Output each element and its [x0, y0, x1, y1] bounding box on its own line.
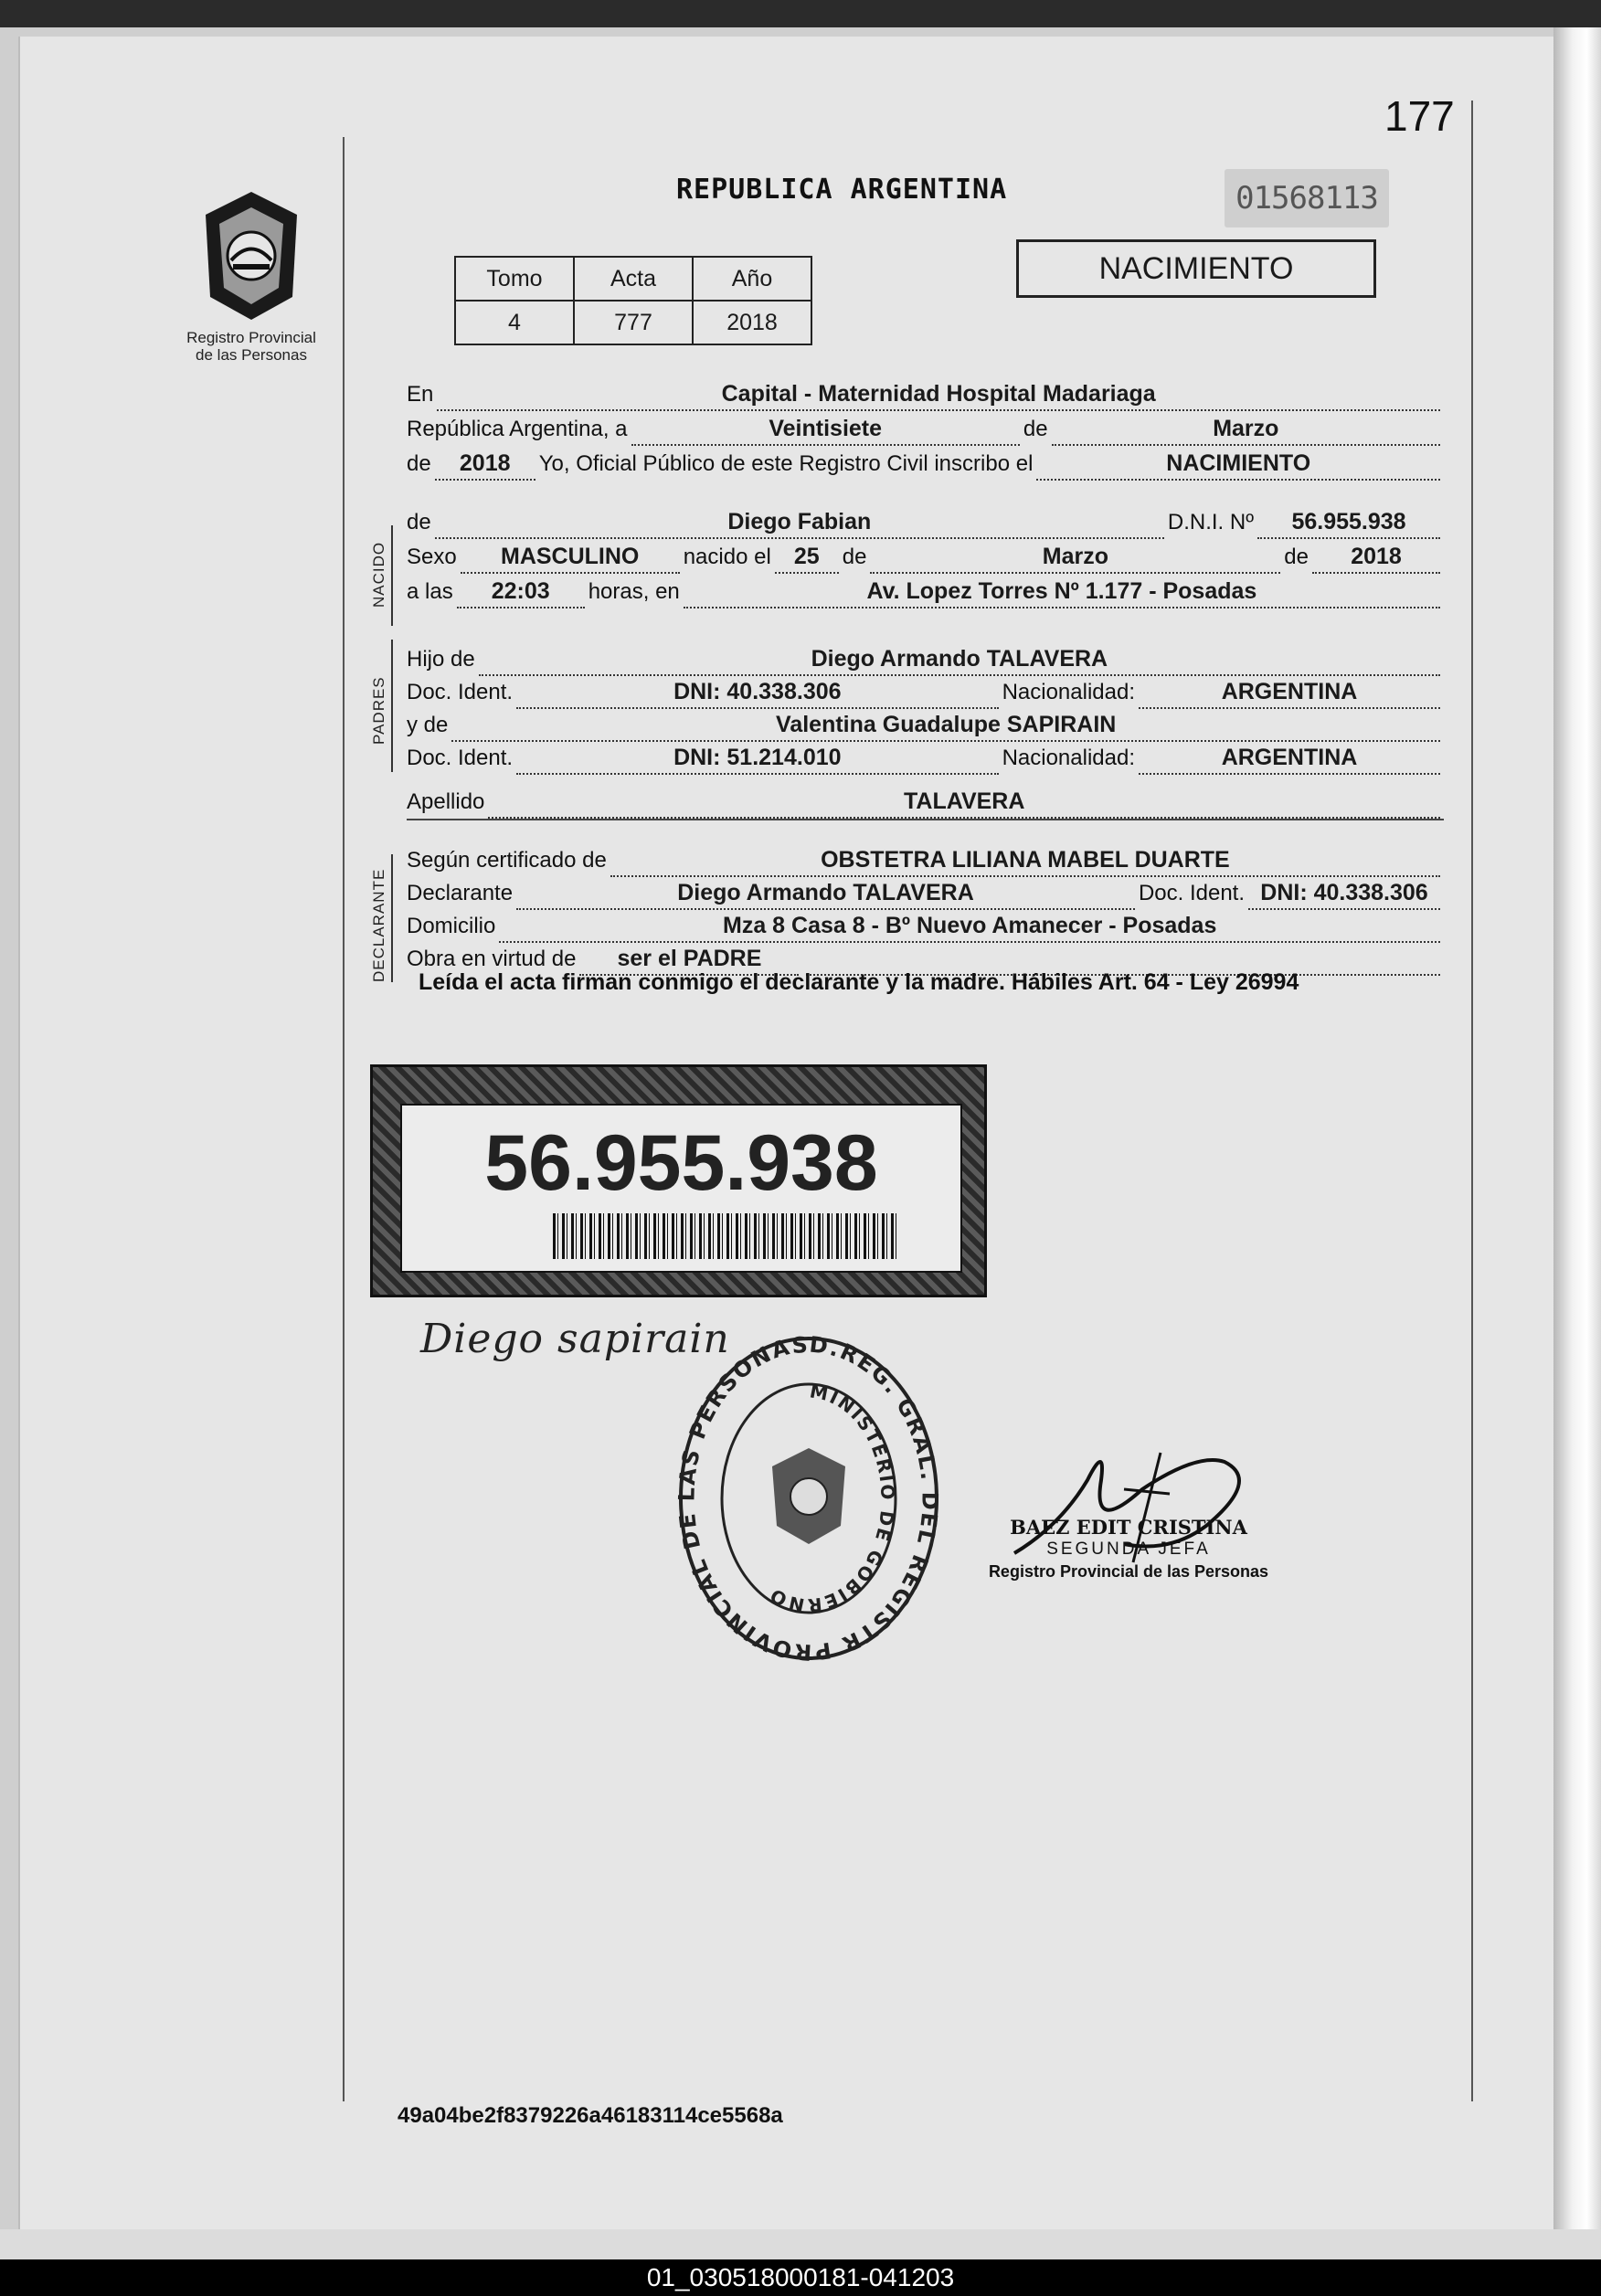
handwritten-signature: Diego sapirain: [420, 1316, 730, 1362]
line-time: [407, 572, 1444, 608]
officer-text: Yo, Oficial Público de este Registro Civil inscribo el: [538, 451, 1034, 476]
birth-month-value: Marzo: [870, 544, 1280, 574]
capacity-value: ser el PADRE: [579, 946, 799, 976]
month-value: Marzo: [1052, 416, 1440, 446]
anio-header: Año: [693, 257, 811, 301]
dni-stamp-number: 56.955.938: [484, 1119, 878, 1207]
nacido-bracket: [391, 525, 393, 626]
bottom-paper-strip: [0, 2229, 1601, 2259]
de-label-2: de: [407, 451, 431, 476]
section-nacido-label: NACIDO: [370, 541, 387, 608]
paper-edge: [1553, 27, 1601, 2257]
record-table: [454, 256, 812, 345]
birth-year-value: 2018: [1312, 544, 1440, 574]
line-address: [407, 906, 1444, 943]
line-name: [407, 503, 1444, 539]
dni-label: D.N.I. Nº: [1167, 510, 1254, 534]
dni-value: 56.955.938: [1257, 509, 1440, 539]
sexo-label: Sexo: [407, 545, 457, 569]
year-value: 2018: [435, 450, 535, 481]
mother-name-value: Valentina Guadalupe SAPIRAIN: [451, 712, 1440, 742]
line-officer: [407, 444, 1444, 481]
line-declarant: [407, 873, 1444, 910]
page-number: 177: [1384, 92, 1455, 140]
line-date: [407, 409, 1444, 446]
obra-label: Obra en virtud de: [407, 947, 577, 971]
horas-label: horas, en: [588, 579, 680, 604]
tomo-header: Tomo: [455, 257, 574, 301]
serial-number-stamp: 01568113: [1225, 169, 1389, 227]
logo-caption-line2: de las Personas: [196, 346, 307, 364]
republica-label: República Argentina, a: [407, 417, 628, 441]
certificado-label: Según certificado de: [407, 848, 607, 873]
mother-doc-value: DNI: 51.214.010: [516, 745, 999, 775]
de-label-5: de: [1284, 545, 1309, 569]
address-value: Mza 8 Casa 8 - Bº Nuevo Amanecer - Posadas: [499, 913, 1440, 943]
de-label-4: de: [842, 545, 867, 569]
province-emblem-icon: [187, 187, 315, 324]
y-de-label: y de: [407, 713, 449, 737]
a-las-label: a las: [407, 579, 453, 604]
seal-ring-text: D.REG. GRAL. DEL REGISTR PROVINCIAL DE LAS PERSONAS: [673, 1331, 943, 1666]
official-org: Registro Provincial de las Personas: [988, 1562, 1269, 1581]
line-father-doc: [407, 672, 1444, 709]
right-margin-line: [1471, 101, 1473, 2101]
line-certificate: [407, 841, 1444, 877]
official-role: SEGUNDA JEFA: [1046, 1539, 1211, 1559]
father-name-value: Diego Armando TALAVERA: [479, 646, 1440, 676]
place-value: Capital - Maternidad Hospital Madariaga: [437, 381, 1440, 411]
de-label: de: [1023, 417, 1048, 441]
dni-stamp-inner: [400, 1104, 962, 1273]
legal-text: Leída el acta firman conmigo el declarante y la madre. Hábiles Art. 64 - Ley 26994: [419, 969, 1299, 995]
domicilio-label: Domicilio: [407, 914, 496, 938]
line-father: [407, 640, 1444, 676]
line-surname: [407, 784, 1444, 820]
dni-stamp: [370, 1064, 987, 1297]
left-margin-line: [343, 137, 345, 2101]
barcode-icon: [553, 1213, 900, 1259]
anio-value: 2018: [693, 301, 811, 344]
de-label-3: de: [407, 510, 431, 534]
section-padres-label: PADRES: [370, 676, 387, 745]
official-name: BAEZ EDIT CRISTINA: [1010, 1516, 1247, 1539]
doc-label: Doc. Ident.: [407, 680, 514, 704]
birth-day-value: 25: [775, 544, 839, 574]
line-sex: [407, 537, 1444, 574]
acta-header: Acta: [574, 257, 693, 301]
nacido-label: nacido el: [683, 545, 771, 569]
tomo-value: 4: [455, 301, 574, 344]
nacionalidad-label: Nacionalidad:: [1002, 680, 1135, 704]
declarante-bracket: [391, 854, 393, 982]
birth-place-value: Av. Lopez Torres Nº 1.177 - Posadas: [684, 578, 1440, 608]
birth-time-value: 22:03: [457, 578, 585, 608]
logo-caption: [160, 329, 343, 364]
line-mother: [407, 705, 1444, 742]
section-declarante-label: DECLARANTE: [370, 868, 387, 982]
en-label: En: [407, 382, 434, 407]
day-value: Veintisiete: [631, 416, 1020, 446]
nacionalidad-label-2: Nacionalidad:: [1002, 746, 1135, 770]
surname-value: TALAVERA: [488, 788, 1440, 819]
official-signature-block: [964, 1517, 1293, 1582]
doc-label-3: Doc. Ident.: [1138, 881, 1245, 905]
apellido-label: Apellido: [407, 789, 485, 814]
seal-inner-text: MINISTERIO DE GOBIERNO: [765, 1380, 899, 1617]
line-mother-doc: [407, 738, 1444, 775]
file-id-footer: 01_030518000181-041203: [0, 2259, 1601, 2296]
father-doc-value: DNI: 40.338.306: [516, 679, 999, 709]
line-place: [407, 375, 1444, 411]
name-value: Diego Fabian: [435, 509, 1164, 539]
inscription-type-value: NACIMIENTO: [1036, 450, 1440, 481]
document-hash: 49a04be2f8379226a46183114ce5568a: [398, 2103, 783, 2128]
certificate-by-value: OBSTETRA LILIANA MABEL DUARTE: [610, 847, 1440, 877]
declarant-value: Diego Armando TALAVERA: [516, 880, 1135, 910]
acta-value: 777: [574, 301, 693, 344]
father-nationality-value: ARGENTINA: [1139, 679, 1440, 709]
country-title: REPUBLICA ARGENTINA: [676, 174, 1008, 206]
padres-bracket: [391, 640, 393, 772]
declarante-label: Declarante: [407, 881, 514, 905]
official-seal-icon: [672, 1329, 946, 1667]
act-type-box: NACIMIENTO: [1016, 239, 1376, 298]
sex-value: MASCULINO: [461, 544, 680, 574]
mother-nationality-value: ARGENTINA: [1139, 745, 1440, 775]
doc-label-2: Doc. Ident.: [407, 746, 514, 770]
declarant-doc-value: DNI: 40.338.306: [1248, 880, 1440, 910]
hijo-label: Hijo de: [407, 647, 475, 672]
logo-caption-line1: Registro Provincial: [186, 329, 316, 346]
